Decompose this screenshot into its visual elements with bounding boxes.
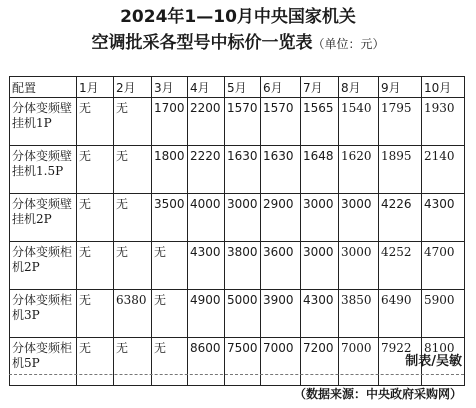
header-month: 2月 (114, 77, 152, 98)
price-cell: 1630 (225, 146, 261, 194)
header-month: 6月 (261, 77, 301, 98)
price-cell: 3000 (301, 242, 339, 290)
price-cell: 1620 (339, 146, 379, 194)
price-cell: 4226 (379, 194, 422, 242)
dashed-divider (9, 374, 464, 375)
price-cell: 无 (114, 194, 152, 242)
price-cell: 8100 (422, 338, 465, 386)
price-cell: 3000 (301, 194, 339, 242)
price-cell: 2200 (188, 98, 225, 146)
config-cell: 分体变频柜机2P (10, 242, 77, 290)
price-cell: 无 (77, 338, 114, 386)
header-month: 8月 (339, 77, 379, 98)
price-cell: 1795 (379, 98, 422, 146)
header-month: 7月 (301, 77, 339, 98)
price-cell: 7200 (301, 338, 339, 386)
price-cell: 4300 (188, 242, 225, 290)
price-cell: 3000 (339, 194, 379, 242)
price-cell: 7000 (339, 338, 379, 386)
title-line-1: 2024年1—10月中央国家机关 (120, 7, 356, 27)
price-cell: 无 (152, 290, 188, 338)
price-cell: 无 (77, 242, 114, 290)
price-cell: 1648 (301, 146, 339, 194)
price-cell: 1570 (225, 98, 261, 146)
price-cell: 8600 (188, 338, 225, 386)
price-cell: 1800 (152, 146, 188, 194)
header-month: 9月 (379, 77, 422, 98)
header-month: 1月 (77, 77, 114, 98)
price-cell: 7500 (225, 338, 261, 386)
header-config: 配置 (10, 77, 77, 98)
price-cell: 2900 (261, 194, 301, 242)
config-cell: 分体变频壁挂机1.5P (10, 146, 77, 194)
header-month: 10月 (422, 77, 465, 98)
price-cell: 无 (114, 242, 152, 290)
config-cell: 分体变频壁挂机1P (10, 98, 77, 146)
table-row (10, 290, 465, 338)
price-table (9, 76, 465, 386)
table-row (10, 242, 465, 290)
price-cell: 无 (77, 98, 114, 146)
unit-note: （单位：元） (312, 37, 385, 51)
header-month: 4月 (188, 77, 225, 98)
price-cell: 3900 (261, 290, 301, 338)
price-cell: 5000 (225, 290, 261, 338)
price-cell: 无 (152, 242, 188, 290)
price-cell: 4900 (188, 290, 225, 338)
price-cell: 无 (114, 146, 152, 194)
price-cell: 1895 (379, 146, 422, 194)
price-cell: 6380 (114, 290, 152, 338)
title-line-2 (0, 32, 476, 55)
price-cell: 2220 (188, 146, 225, 194)
price-cell: 无 (114, 98, 152, 146)
price-cell: 4000 (188, 194, 225, 242)
price-cell: 无 (114, 338, 152, 386)
price-cell: 无 (77, 290, 114, 338)
title-main: 空调批采各型号中标价一览表 (91, 33, 313, 53)
config-cell: 分体变频壁挂机2P (10, 194, 77, 242)
price-cell: 无 (77, 194, 114, 242)
price-cell: 3000 (339, 242, 379, 290)
price-cell: 5900 (422, 290, 465, 338)
price-cell: 4700 (422, 242, 465, 290)
price-cell: 7000 (261, 338, 301, 386)
price-cell: 1565 (301, 98, 339, 146)
header-month: 3月 (152, 77, 188, 98)
table-row (10, 98, 465, 146)
price-cell: 3800 (225, 242, 261, 290)
table-row (10, 146, 465, 194)
price-cell: 7922 (379, 338, 422, 386)
table-row (10, 338, 465, 386)
price-cell: 4300 (301, 290, 339, 338)
price-cell: 1540 (339, 98, 379, 146)
price-cell: 2140 (422, 146, 465, 194)
price-cell: 1630 (261, 146, 301, 194)
header-row (10, 77, 465, 98)
price-cell: 1700 (152, 98, 188, 146)
header-month: 5月 (225, 77, 261, 98)
price-cell: 1930 (422, 98, 465, 146)
price-cell: 3500 (152, 194, 188, 242)
price-cell: 无 (152, 338, 188, 386)
price-cell: 3850 (339, 290, 379, 338)
config-cell: 分体变频柜机3P (10, 290, 77, 338)
price-cell: 6490 (379, 290, 422, 338)
price-cell: 无 (77, 146, 114, 194)
data-source-note: （数据来源：中央政府采购网） (293, 387, 462, 401)
table-maker-credit: 制表/吴敏 (405, 354, 462, 369)
config-cell: 分体变频柜机5P (10, 338, 77, 386)
price-cell: 4300 (422, 194, 465, 242)
table-row (10, 194, 465, 242)
price-cell: 3600 (261, 242, 301, 290)
price-cell: 4252 (379, 242, 422, 290)
price-cell: 1570 (261, 98, 301, 146)
price-cell: 3000 (225, 194, 261, 242)
